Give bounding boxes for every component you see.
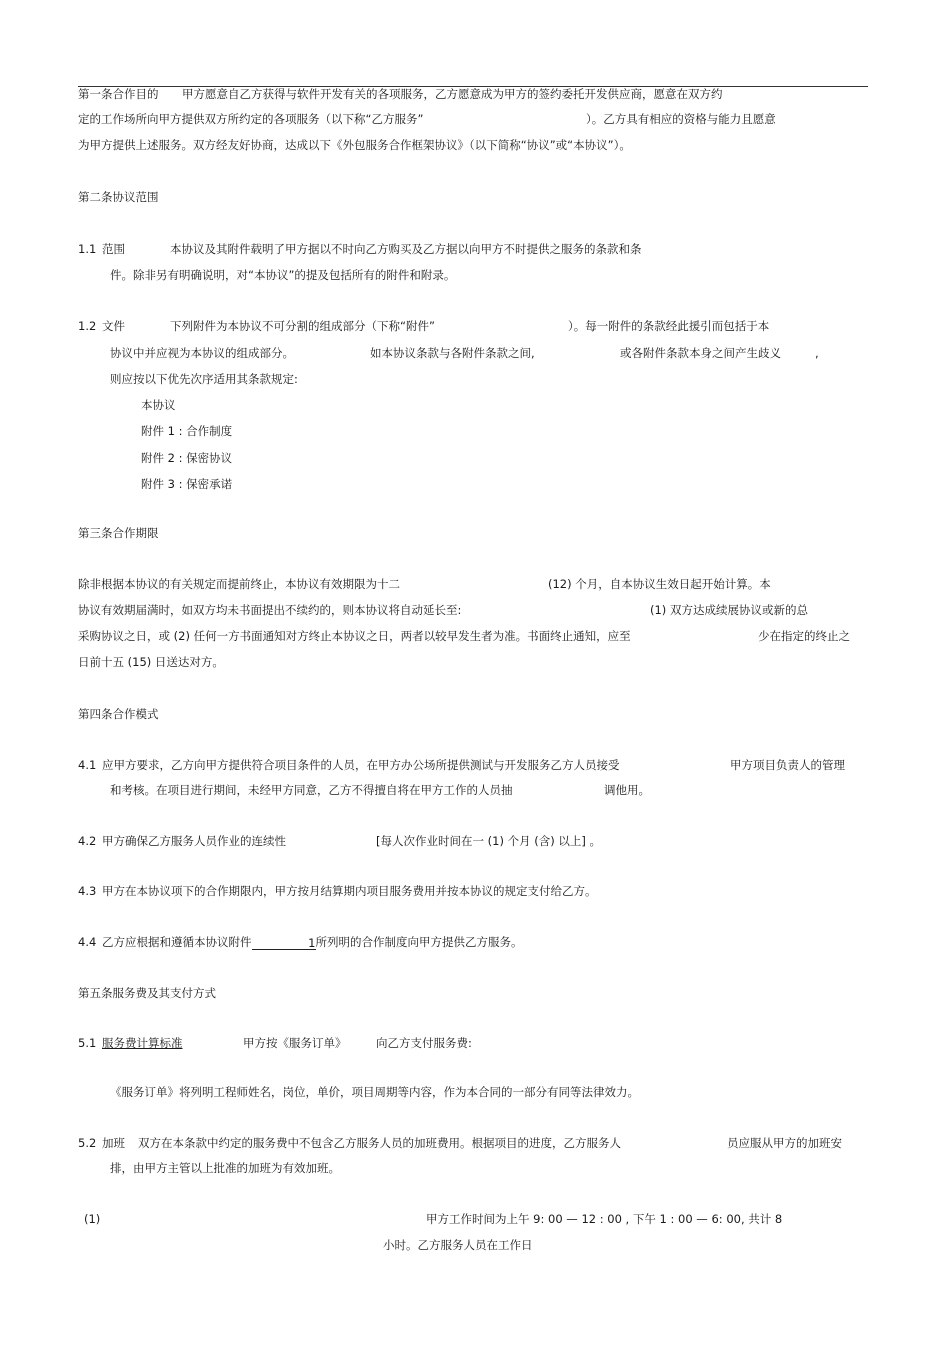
s43-number: 4.3	[78, 884, 97, 898]
s52-point1-line2: 小时。乙方服务人员在工作日	[383, 1238, 533, 1252]
s52-point1-number: (1)	[84, 1212, 101, 1226]
s11-line2: 件。除非另有明确说明，对“本协议”的提及包括所有的附件和附录。	[110, 268, 456, 282]
s51-heading: 服务费计算标准	[102, 1036, 183, 1050]
s12-line2b: 如本协议条款与各附件条款之间,	[370, 346, 535, 360]
s44-text-b: 所列明的合作制度向甲方提供乙方服务。	[315, 935, 523, 949]
s44-number: 4.4	[78, 935, 97, 949]
s44-underline-blank	[252, 937, 316, 950]
s51-number: 5.1	[78, 1036, 97, 1050]
s52-point1-line1: 甲方工作时间为上午 9: 00 — 12 : 00 , 下午 1 : 00 — 6: 00, 共计 8	[426, 1212, 783, 1226]
s44-blank-value: 1	[308, 936, 316, 950]
s42-line-a: 甲方确保乙方服务人员作业的连续性	[102, 834, 286, 848]
art5-title: 第五条服务费及其支付方式	[78, 986, 216, 1000]
s52-line2: 排，由甲方主管以上批准的加班为有效加班。	[110, 1161, 340, 1175]
art2-title: 第二条协议范围	[78, 190, 159, 204]
s12-line1a: 下列附件为本协议不可分割的组成部分（下称“附件”	[170, 319, 435, 333]
s42-number: 4.2	[78, 834, 97, 848]
art3-line2b: (1) 双方达成续展协议或新的总	[650, 603, 808, 617]
art3-line1a: 除非根据本协议的有关规定而提前终止，本协议有效期限为十二	[78, 577, 400, 591]
s52-line1b: 员应服从甲方的加班安	[727, 1136, 842, 1150]
s12-heading: 文件	[102, 319, 125, 333]
s52-line1a: 双方在本条款中约定的服务费中不包含乙方服务人员的加班费用。根据项目的进度，乙方服务人	[138, 1136, 621, 1150]
s11-number: 1.1	[78, 242, 97, 256]
art3-line1b: (12) 个月，自本协议生效日起开始计算。本	[548, 577, 771, 591]
art1-line2b: ）。乙方具有相应的资格与能力且愿意	[586, 112, 776, 126]
s51-line-b: 向乙方支付服务费:	[376, 1036, 472, 1050]
s44-line	[102, 934, 523, 950]
art1-line2a: 定的工作场所向甲方提供双方所约定的各项服务（以下称“乙方服务”	[78, 112, 424, 126]
s41-line1a: 应甲方要求，乙方向甲方提供符合项目条件的人员，在甲方办公场所提供测试与开发服务乙方人员接受	[102, 758, 620, 772]
s11-heading: 范围	[102, 242, 125, 256]
art1-title: 第一条合作目的	[78, 87, 159, 101]
s12-line3: 则应按以下优先次序适用其条款规定:	[110, 372, 298, 386]
s51-line-a: 甲方按《服务订单》	[243, 1036, 347, 1050]
priority-item: 附件 1 : 合作制度	[141, 424, 233, 438]
s11-line1: 本协议及其附件载明了甲方据以不时向乙方购买及乙方据以向甲方不时提供之服务的条款和条	[170, 242, 642, 256]
s12-number: 1.2	[78, 319, 97, 333]
priority-item: 附件 3 : 保密承诺	[141, 477, 233, 491]
art1-line3: 为甲方提供上述服务。双方经友好协商，达成以下《外包服务合作框架协议》（以下简称“协议”或“本协议”）。	[78, 138, 631, 152]
s41-number: 4.1	[78, 758, 97, 772]
art3-line3b: 少在指定的终止之	[758, 629, 850, 643]
s42-line-b: [每人次作业时间在一 (1) 个月 (含) 以上] 。	[376, 834, 602, 848]
art3-line2a: 协议有效期届满时，如双方均未书面提出不续约的，则本协议将自动延长至:	[78, 603, 462, 617]
s12-line2c: 或各附件条款本身之间产生歧义	[620, 346, 781, 360]
priority-item: 附件 2 : 保密协议	[141, 451, 233, 465]
art3-line4: 日前十五 (15) 日送达对方。	[78, 655, 224, 669]
s52-heading: 加班	[102, 1136, 125, 1150]
art4-title: 第四条合作模式	[78, 707, 159, 721]
s41-line2a: 和考核。在项目进行期间，未经甲方同意，乙方不得擅自将在甲方工作的人员抽	[110, 783, 513, 797]
s43-text: 甲方在本协议项下的合作期限内，甲方按月结算期内项目服务费用并按本协议的规定支付给乙方。	[102, 884, 597, 898]
s41-line1b: 甲方项目负责人的管理	[730, 758, 845, 772]
s12-line2a: 协议中并应视为本协议的组成部分。	[110, 346, 294, 360]
s12-line1b: ）。每一附件的条款经此援引而包括于本	[568, 319, 770, 333]
art3-line3a: 采购协议之日，或 (2) 任何一方书面通知对方终止本协议之日，两者以较早发生者为准。书面终止通知，应至	[78, 629, 631, 643]
s51-note: 《服务订单》将列明工程师姓名，岗位，单价，项目周期等内容，作为本合同的一部分有同等法律效力。	[110, 1085, 639, 1099]
s44-text-a: 乙方应根据和遵循本协议附件	[102, 935, 252, 949]
s12-line2d: ,	[815, 346, 819, 360]
priority-item: 本协议	[141, 398, 176, 412]
s41-line2b: 调他用。	[604, 783, 650, 797]
art3-title: 第三条合作期限	[78, 526, 159, 540]
art1-line1: 甲方愿意自乙方获得与软件开发有关的各项服务，乙方愿意成为甲方的签约委托开发供应商，愿意在双方约	[182, 87, 723, 101]
s52-number: 5.2	[78, 1136, 97, 1150]
